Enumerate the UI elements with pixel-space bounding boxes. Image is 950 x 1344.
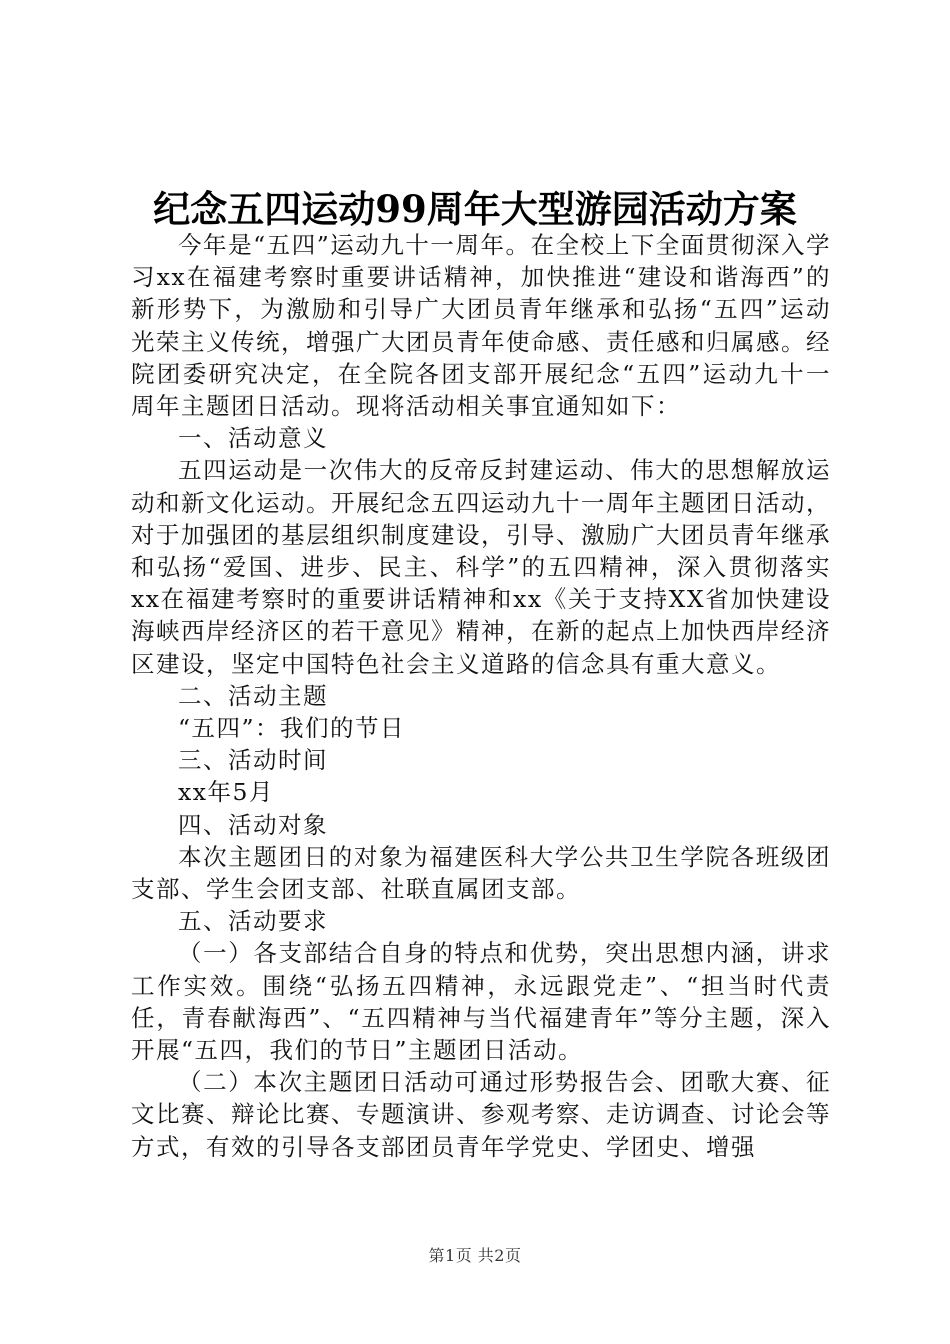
intro-paragraph: 今年是“五四”运动九十一周年。在全校上下全面贯彻深入学习xx在福建考察时重要讲话精神，加快推进“建设和谐海西”的新形势下，为激励和引导广大团员青年继承和弘扬“五四”运动光荣主义传统，增强广大团员青年使命感、责任感和归属感。经院团委研究决定，在全院各团支部开展纪念“五四”运动九十一周年主题团日活动。现将活动相关事宜通知如下： bbox=[131, 231, 831, 421]
section-heading-target: 四、活动对象 bbox=[178, 810, 328, 839]
section-heading-time: 三、活动时间 bbox=[178, 746, 328, 775]
page-footer: 第1页 共2页 bbox=[428, 1246, 522, 1265]
document-body bbox=[131, 229, 831, 1163]
document-title: 纪念五四运动99周年大型游园活动方案 bbox=[153, 187, 797, 231]
theme-text: “五四”：我们的节日 bbox=[178, 714, 406, 743]
requirement-paragraph-1: （一）各支部结合自身的特点和优势，突出思想内涵，讲求工作实效。围绕“弘扬五四精神，永远跟党走”、“担当时代责任，青春献海西”、“五四精神与当代福建青年”等分主题，深入开展“五四，我们的节日”主题团日活动。 bbox=[131, 939, 831, 1065]
significance-paragraph: 五四运动是一次伟大的反帝反封建运动、伟大的思想解放运动和新文化运动。开展纪念五四运动九十一周年主题团日活动，对于加强团的基层组织制度建设，引导、激励广大团员青年继承和弘扬“爱国、进步、民主、科学”的五四精神，深入贯彻落实xx在福建考察时的重要讲话精神和xx《关于支持XX省加快建设海峡西岸经济区的若干意见》精神，在新的起点上加快西岸经济区建设，坚定中国特色社会主义道路的信念具有重大意义。 bbox=[131, 456, 831, 678]
section-heading-theme: 二、活动主题 bbox=[178, 681, 328, 710]
requirement-paragraph-2: （二）本次主题团日活动可通过形势报告会、团歌大赛、征文比赛、辩论比赛、专题演讲、参观考察、走访调查、讨论会等方式，有效的引导各支部团员青年学党史、学团史、增强 bbox=[131, 1068, 831, 1161]
time-text: xx年5月 bbox=[178, 778, 274, 807]
target-paragraph: 本次主题团日的对象为福建医科大学公共卫生学院各班级团支部、学生会团支部、社联直属团支部。 bbox=[131, 842, 831, 904]
section-heading-significance: 一、活动意义 bbox=[178, 424, 328, 453]
section-heading-requirements: 五、活动要求 bbox=[178, 907, 328, 936]
